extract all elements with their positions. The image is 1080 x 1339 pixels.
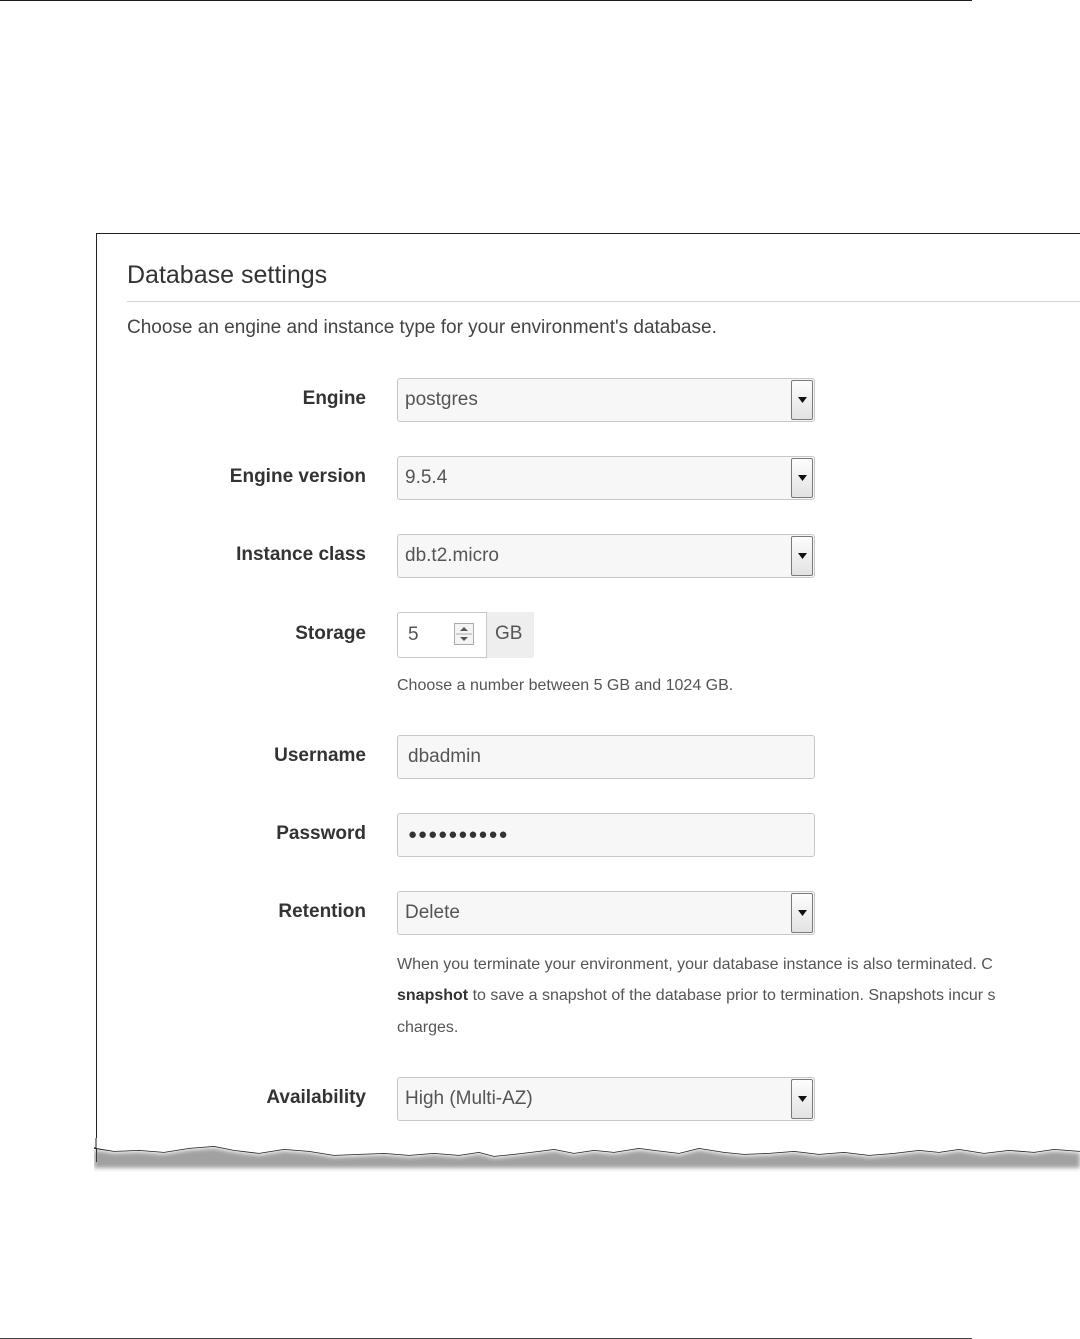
chevron-down-icon[interactable] (791, 536, 813, 576)
torn-edge (94, 1138, 1080, 1172)
engine-version-value: 9.5.4 (405, 467, 448, 488)
engine-value: postgres (405, 389, 478, 410)
username-field[interactable] (397, 735, 815, 779)
engine-label: Engine (302, 388, 366, 409)
retention-help-line1: When you terminate your environment, your database instance is also terminated. C (397, 956, 993, 973)
section-intro: Choose an engine and instance type for your environment's database. (127, 317, 717, 338)
instance-class-select[interactable] (397, 534, 815, 578)
retention-help-line2 (397, 987, 996, 1005)
engine-version-select[interactable] (397, 456, 815, 500)
username-value: dbadmin (408, 746, 481, 767)
storage-help-text: Choose a number between 5 GB and 1024 GB. (397, 677, 734, 694)
chevron-down-icon[interactable] (791, 1079, 813, 1119)
database-settings-panel (96, 233, 1080, 1162)
availability-label: Availability (266, 1087, 366, 1108)
top-rule (0, 0, 972, 1)
storage-stepper[interactable] (397, 612, 534, 658)
spinner-arrows-icon[interactable] (454, 623, 474, 645)
retention-label: Retention (278, 901, 366, 922)
retention-select[interactable] (397, 891, 815, 935)
availability-select[interactable] (397, 1077, 815, 1121)
password-label: Password (276, 823, 366, 844)
storage-unit: GB (495, 623, 523, 644)
password-value: ●●●●●●●●●● (408, 826, 509, 843)
retention-help-line3: charges. (397, 1019, 459, 1036)
retention-value: Delete (405, 902, 460, 923)
chevron-down-icon[interactable] (791, 380, 813, 420)
snapshot-term: snapshot (397, 987, 469, 1004)
instance-class-value: db.t2.micro (405, 545, 499, 566)
engine-select[interactable] (397, 378, 815, 422)
password-field[interactable] (397, 813, 815, 857)
engine-version-label: Engine version (229, 466, 366, 487)
storage-value[interactable]: 5 (408, 624, 419, 645)
section-title: Database settings (127, 261, 328, 289)
username-label: Username (274, 745, 366, 766)
title-divider (127, 301, 1080, 302)
availability-value: High (Multi-AZ) (405, 1088, 533, 1109)
retention-help-line2-rest: to save a snapshot of the database prior to termination. Snapshots incur s (468, 987, 996, 1004)
chevron-down-icon[interactable] (791, 458, 813, 498)
storage-unit-addon (486, 612, 534, 658)
instance-class-label: Instance class (236, 544, 366, 565)
storage-label: Storage (295, 623, 366, 644)
chevron-down-icon[interactable] (791, 893, 813, 933)
